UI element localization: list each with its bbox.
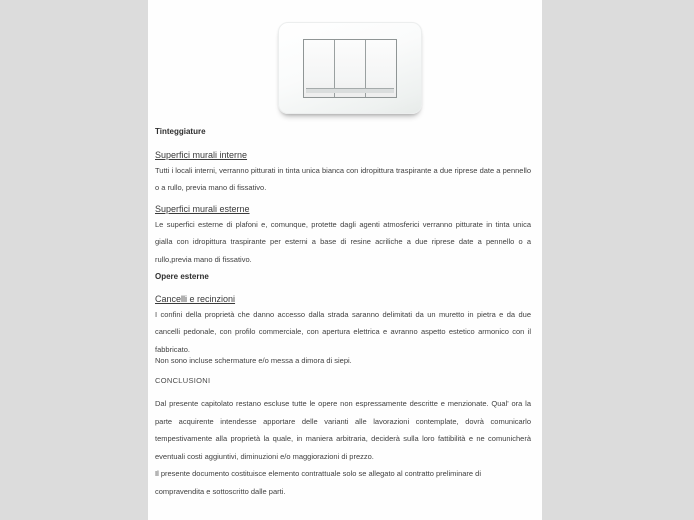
paragraph-cancelli: I confini della proprietà che danno accesso dalla strada saranno delimitati da un muretto in pietra e da due cancelli pedonale, con profilo commerciale, con apertura elettrica e avranno aspetto estetico armonico con il fabbricato. — [155, 309, 531, 354]
section-title-opere-esterne: Opere esterne — [155, 272, 209, 281]
switch-opening-frame — [303, 39, 397, 98]
switch-plate — [278, 22, 422, 114]
subheading-superfici-murali-interne: Superfici murali interne — [155, 149, 248, 160]
section-title-tinteggiature: Tinteggiature — [155, 127, 206, 136]
light-switch-photo — [278, 22, 422, 114]
document-page — [148, 0, 542, 520]
subheading-cancelli-e-recinzioni: Cancelli e recinzioni — [155, 293, 236, 304]
section-title-conclusioni: CONCLUSIONI — [155, 375, 211, 385]
switch-bottom-strip — [306, 88, 394, 93]
paragraph-superfici-interne: Tutti i locali interni, verranno pitturati in tinta unica bianca con idropittura traspirante a due riprese date a pennello o a rullo, previa mano di fissativo. — [155, 165, 531, 192]
paragraph-superfici-esterne: Le superfici esterne di plafoni e, comunque, protette dagli agenti atmosferici verranno pitturate in tinta unica gialla con idropittura traspirante per esterni a base di resine acriliche a due riprese date a pennello o a rullo,previa mano di fissativo. — [155, 219, 531, 264]
paragraph-conclusioni-footer: Il presente documento costituisce elemento contrattuale solo se allegato al contratto preliminare di compravendita e sottoscritto dalle parti. — [155, 469, 482, 496]
subheading-superfici-murali-esterne: Superfici murali esterne — [155, 203, 250, 214]
paragraph-cancelli-note: Non sono incluse schermature e/o messa a dimora di siepi. — [155, 356, 352, 365]
paragraph-conclusioni: Dal presente capitolato restano escluse tutte le opere non espressamente descritte e menzionate. Qual' ora la parte acquirente intendesse apportare delle varianti alle lavorazioni contemplate, dovrà comunicarlo tempestivamente alla proprietà la quale, in maniera arbitraria, deciderà sulla loro fattibilità e ne comunicherà eventuali costi aggiuntivi, diminuzioni e/o maggiorazioni di prezzo. — [155, 399, 531, 461]
